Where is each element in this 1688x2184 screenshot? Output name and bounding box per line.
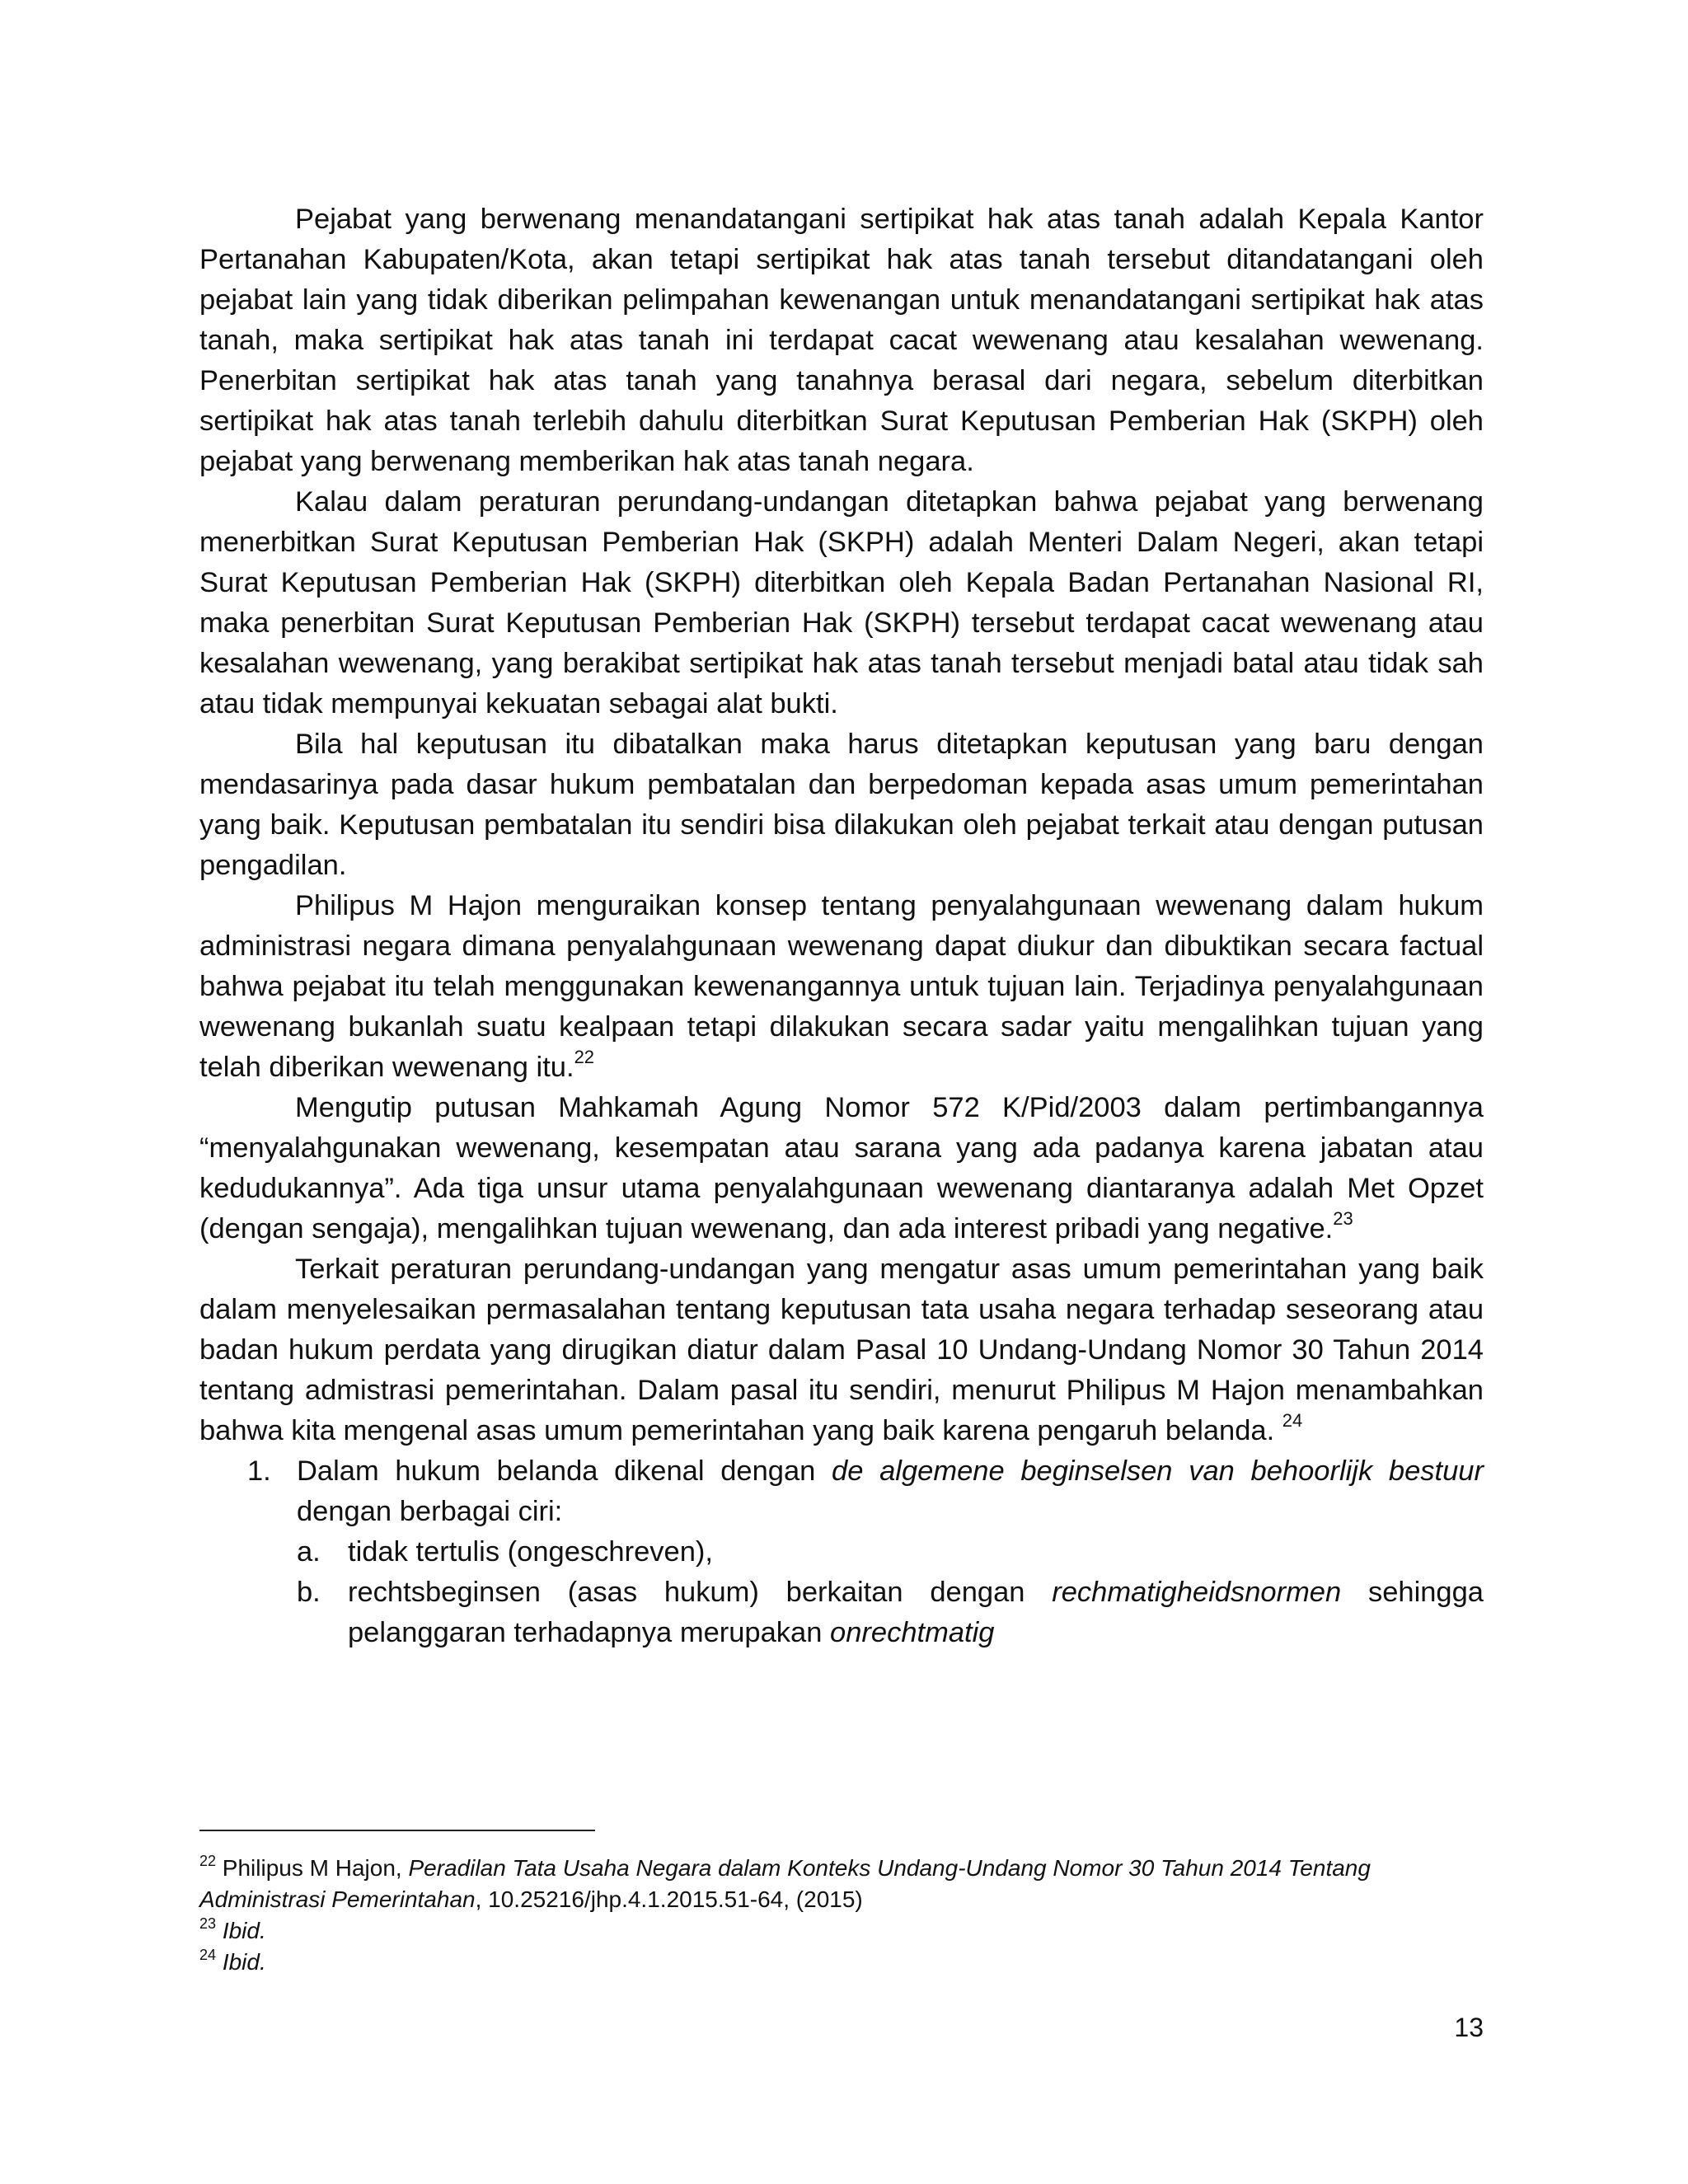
footnote-ref-24[interactable]: 24 — [1282, 1409, 1303, 1431]
page-number: 13 — [1454, 2013, 1484, 2042]
list-marker-b: b. — [297, 1577, 321, 1608]
paragraph-5: Mengutip putusan Mahkamah Agung Nomor 572 K/Pid/2003 dalam pertimbangannya “menyalahgunakan wewenang, kesempatan atau sarana yang ada padanya karena jabatan atau kedudukannya”. Ada tiga unsur utama penyalahgunaan wewenang diantaranya adalah Met Opzet (dengan sengaja), mengalihkan tujuan wewenang, dan ada interest pribadi yang negative.$^{23}$ — [199, 1092, 1484, 1244]
list-marker-1: 1. — [247, 1455, 271, 1487]
italic-term: onrechtmatig — [830, 1617, 995, 1648]
footnote-ref-23[interactable]: 23 — [1333, 1207, 1353, 1229]
list-marker-a: a. — [297, 1536, 321, 1568]
footnote-23: $^{23}$ Ibid. — [199, 1915, 266, 1943]
paragraph-3: Bila hal keputusan itu dibatalkan maka harus ditetapkan keputusan yang baru dengan mendasarinya pada dasar hukum pembatalan dan berpedoman kepada asas umum pemerintahan yang baik. Keputusan pembatalan itu sendiri bisa dilakukan oleh pejabat terkait atau dengan putusan pengadilan. — [199, 729, 1484, 881]
footnotes — [199, 1830, 1484, 1978]
footnote-separator — [199, 1830, 595, 1831]
footnote-ref-22[interactable]: 22 — [574, 1046, 595, 1067]
footnote-24: $^{24}$ Ibid. — [199, 1946, 266, 1975]
paragraph-6: Terkait peraturan perundang-undangan yang mengatur asas umum pemerintahan yang baik dalam menyelesaikan permasalahan tentang keputusan tata usaha negara terhadap seseorang atau badan hukum perdata yang dirugikan diatur dalam Pasal 10 Undang-Undang Nomor 30 Tahun 2014 tentang admistrasi pemerintahan. Dalam pasal itu sendiri, menurut Philipus M Hajon menambahkan bahwa kita mengenal asas umum pemerintahan yang baik karena pengaruh belanda. $^{24}$ — [199, 1254, 1484, 1446]
paragraph-1: Pejabat yang berwenang menandatangani sertipikat hak atas tanah adalah Kepala Kantor Pertanahan Kabupaten/Kota, akan tetapi sertipikat hak atas tanah tersebut ditandatangani oleh pejabat lain yang tidak diberikan pelimpahan kewenangan untuk menandatangani sertipikat hak atas tanah, maka sertipikat hak atas tanah ini terdapat cacat wewenang atau kesalahan wewenang. Penerbitan sertipikat hak atas tanah yang tanahnya berasal dari negara, sebelum diterbitkan sertipikat hak atas tanah terlebih dahulu diterbitkan Surat Keputusan Pemberian Hak (SKPH) oleh pejabat yang berwenang memberikan hak atas tanah negara. — [199, 204, 1484, 477]
paragraph-4: Philipus M Hajon menguraikan konsep tentang penyalahgunaan wewenang dalam hukum administrasi negara dimana penyalahgunaan wewenang dapat diukur dan dibuktikan secara factual bahwa pejabat itu telah menggunakan kewenangannya untuk tujuan lain. Terjadinya penyalahgunaan wewenang bukanlah suatu kealpaan tetapi dilakukan secara sadar yaitu mengalihkan tujuan yang telah diberikan wewenang itu.$^{22}$ — [199, 890, 1484, 1083]
italic-term: rechmatigheidsnormen — [1052, 1577, 1342, 1608]
list-item-1: 1. Dalam hukum belanda dikenal dengan de algemene beginselsen van behoorlijk bestuur dengan berbagai ciri: — [199, 1451, 1484, 1532]
italic-term: de algemene beginselsen van behoorlijk bestuur — [832, 1455, 1484, 1487]
paragraph-2: Kalau dalam peraturan perundang-undangan ditetapkan bahwa pejabat yang berwenang menerbitkan Surat Keputusan Pemberian Hak (SKPH) adalah Menteri Dalam Negeri, akan tetapi Surat Keputusan Pemberian Hak (SKPH) diterbitkan oleh Kepala Badan Pertanahan Nasional RI, maka penerbitan Surat Keputusan Pemberian Hak (SKPH) tersebut terdapat cacat wewenang atau kesalahan wewenang, yang berakibat sertipikat hak atas tanah tersebut menjadi batal atau tidak sah atau tidak mempunyai kekuatan sebagai alat bukti. — [199, 486, 1484, 719]
body-text — [199, 199, 1484, 1653]
list-item-b: b. rechtsbeginsen (asas hukum) berkaitan dengan rechmatigheidsnormen sehingga pelanggaran terhadapnya merupakan onrechtmatig — [199, 1572, 1484, 1653]
footnote-22: $^{22}$ Philipus M Hajon, Peradilan Tata Usaha Negara dalam Konteks Undang-Undang Nomor 30 Tahun 2014 Tentang Administrasi Pemerintahan, 10.25216/jhp.4.1.2015.51-64, (2015) — [199, 1852, 1371, 1912]
list-item-a: a. tidak tertulis (ongeschreven), — [199, 1532, 1484, 1572]
